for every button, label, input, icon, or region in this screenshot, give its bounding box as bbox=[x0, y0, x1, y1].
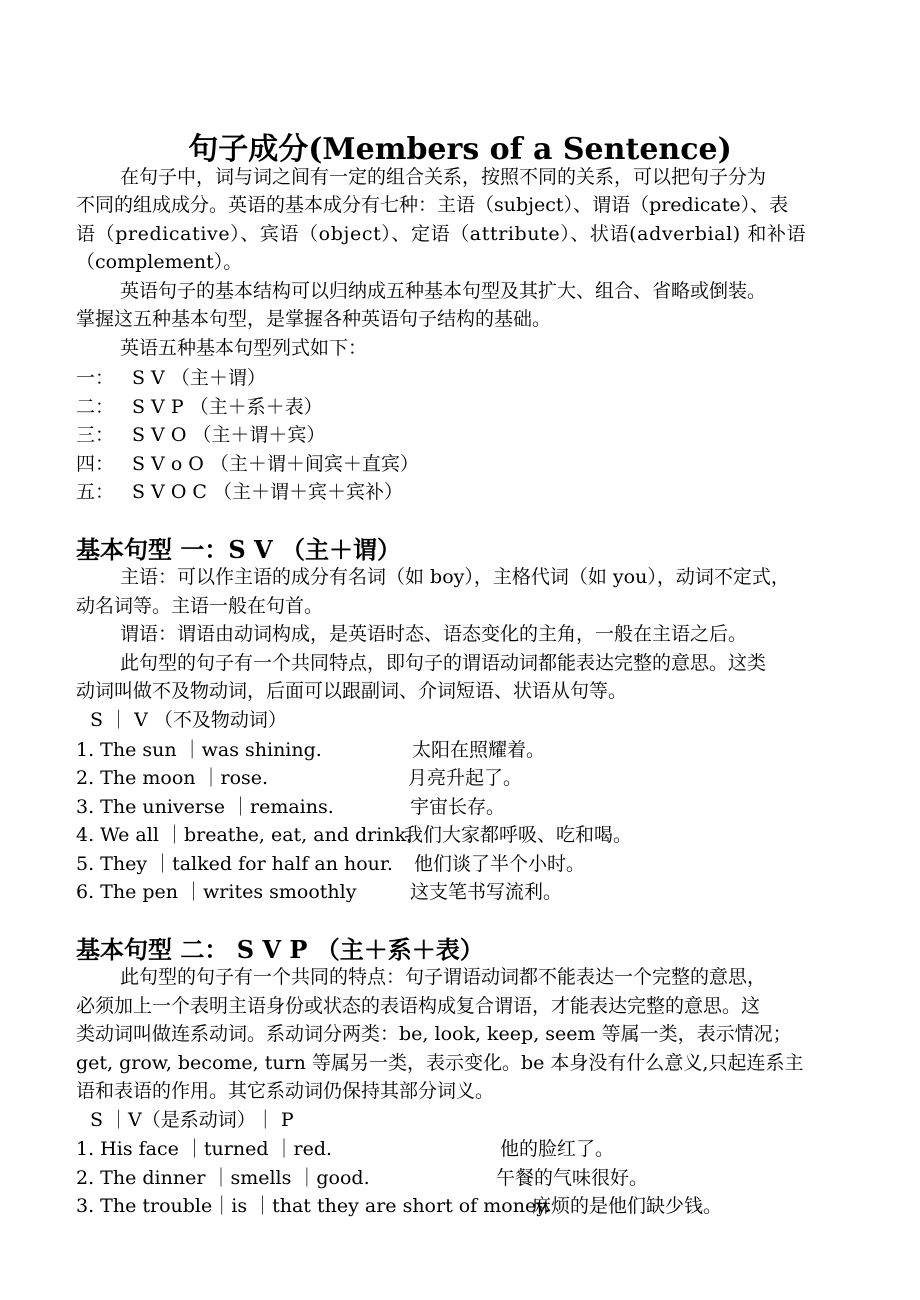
example-sentence: 3. The universe ｜remains. bbox=[76, 796, 334, 818]
section-heading: 基本句型 二： S V P （主＋系＋表） bbox=[76, 935, 484, 964]
pattern-number: 三： bbox=[76, 424, 115, 446]
pattern-formula: S V P （主＋系＋表） bbox=[132, 396, 323, 418]
example-translation: 月亮升起了。 bbox=[408, 767, 523, 789]
body-line: 主语：可以作主语的成分有名词（如 boy），主格代词（如 you），动词不定式， bbox=[120, 566, 790, 588]
example-sentence: 6. The pen ｜writes smoothly bbox=[76, 881, 357, 903]
example-sentence: 1. His face ｜turned ｜red. bbox=[76, 1138, 333, 1160]
pattern-formula: S V O C （主＋谓＋宾＋宾补） bbox=[132, 481, 404, 503]
body-line: 此句型的句子有一个共同特点，即句子的谓语动词都能表达完整的意思。这类 bbox=[120, 652, 767, 674]
body-line: 动词叫做不及物动词，后面可以跟副词、介词短语、状语从句等。 bbox=[76, 680, 628, 702]
example-sentence: 1. The sun ｜was shining. bbox=[76, 739, 322, 761]
pattern-number: 四： bbox=[76, 453, 115, 475]
pattern-formula: S V o O （主＋谓＋间宾＋直宾） bbox=[132, 453, 419, 475]
intro-line: 英语句子的基本结构可以归纳成五种基本句型及其扩大、组合、省略或倒装。 bbox=[120, 280, 767, 302]
intro-line: 语（predicative）、宾语（object）、定语（attribute）、状语(adverbial) 和补语 bbox=[76, 223, 807, 245]
intro-line: （complement）。 bbox=[76, 251, 243, 273]
intro-line: 掌握这五种基本句型，是掌握各种英语句子结构的基础。 bbox=[76, 308, 552, 330]
example-translation: 午餐的气味很好。 bbox=[496, 1167, 649, 1189]
page-title: 句子成分(Members of a Sentence) bbox=[188, 132, 732, 167]
pattern-item bbox=[76, 477, 403, 504]
pattern-item bbox=[76, 363, 266, 390]
example-translation: 这支笔书写流利。 bbox=[410, 881, 563, 903]
intro-line: 不同的组成成分。英语的基本成分有七种：主语（subject）、谓语（predicate）、表 bbox=[76, 194, 789, 216]
example-sentence: 4. We all ｜breathe, eat, and drink. bbox=[76, 824, 413, 846]
structure-line: S ｜ V （不及物动词） bbox=[90, 709, 287, 731]
structure-line: S ｜V（是系动词）｜ P bbox=[90, 1109, 294, 1131]
example-translation: 他的脸红了。 bbox=[500, 1138, 615, 1160]
pattern-number: 五： bbox=[76, 481, 115, 503]
example-translation: 他们谈了半个小时。 bbox=[414, 853, 586, 875]
pattern-formula: S V O （主＋谓＋宾） bbox=[132, 424, 326, 446]
example-sentence: 5. They ｜talked for half an hour. bbox=[76, 853, 393, 875]
pattern-item bbox=[76, 449, 419, 476]
pattern-number: 一： bbox=[76, 367, 115, 389]
body-line: 必须加上一个表明主语身份或状态的表语构成复合谓语，才能表达完整的意思。这 bbox=[76, 995, 761, 1017]
body-line: 动名词等。主语一般在句首。 bbox=[76, 595, 324, 617]
example-translation: 我们大家都呼吸、吃和喝。 bbox=[404, 824, 633, 846]
body-line: 此句型的句子有一个共同的特点：句子谓语动词都不能表达一个完整的意思， bbox=[120, 966, 767, 988]
body-line: 谓语：谓语由动词构成，是英语时态、语态变化的主角，一般在主语之后。 bbox=[120, 623, 748, 645]
pattern-number: 二： bbox=[76, 396, 115, 418]
section-heading: 基本句型 一：S V （主＋谓） bbox=[76, 535, 402, 564]
example-translation: 太阳在照耀着。 bbox=[412, 739, 546, 761]
pattern-item bbox=[76, 420, 325, 447]
example-translation: 麻烦的是他们缺少钱。 bbox=[532, 1195, 723, 1217]
pattern-formula: S V （主＋谓） bbox=[132, 367, 266, 389]
body-line: 语和表语的作用。其它系动词仍保持其部分词义。 bbox=[76, 1080, 495, 1102]
pattern-item bbox=[76, 392, 323, 419]
body-line: 类动词叫做连系动词。系动词分两类：be, look, keep, seem 等属一类，表示情况； bbox=[76, 1023, 792, 1045]
example-sentence: 3. The trouble｜is ｜that they are short of money. bbox=[76, 1195, 551, 1217]
example-sentence: 2. The dinner ｜smells ｜good. bbox=[76, 1167, 370, 1189]
example-sentence: 2. The moon ｜rose. bbox=[76, 767, 269, 789]
intro-line: 在句子中，词与词之间有一定的组合关系，按照不同的关系，可以把句子分为 bbox=[120, 166, 767, 188]
body-line: get, grow, become, turn 等属另一类，表示变化。be 本身没有什么意义,只起连系主 bbox=[76, 1052, 804, 1074]
intro-line: 英语五种基本句型列式如下： bbox=[120, 337, 368, 359]
example-translation: 宇宙长存。 bbox=[410, 796, 506, 818]
